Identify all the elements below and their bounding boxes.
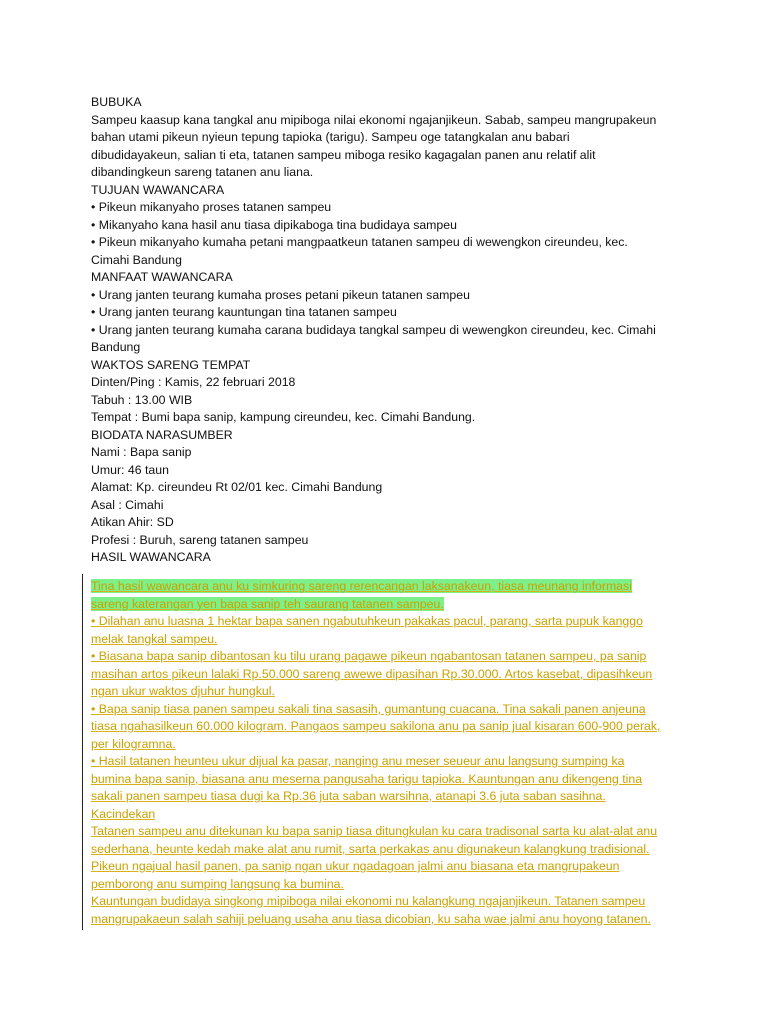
edited-line: • Hasil tatanen heunteu ukur dijual ka pasar, nanging anu meser seueur anu langsung sumping ka — [91, 754, 625, 768]
text-line: Alamat: Kp. cireundeu Rt 02/01 kec. Cimahi Bandung — [91, 480, 383, 494]
edited-line: ngan ukur waktos djuhur hungkul. — [91, 684, 275, 698]
edited-line: Kacindekan — [91, 806, 156, 821]
text-line: Cimahi Bandung — [91, 252, 182, 267]
edited-line: per kilogramna. — [91, 736, 176, 751]
text-line: • Urang janten teurang kauntungan tina tatanen sampeu — [91, 305, 397, 319]
text-line: Tempat : Bumi bapa sanip, kampung cireundeu, kec. Cimahi Bandung. — [91, 410, 476, 424]
text-line: BUBUKA — [91, 95, 142, 109]
text-line: WAKTOS SARENG TEMPAT — [91, 357, 251, 372]
text-line: Bandung — [91, 340, 141, 354]
text-line: • Pikeun mikanyaho kumaha petani mangpaatkeun tatanen sampeu di wewengkon cireundeu, kec. — [91, 235, 628, 249]
text-line: Profesi : Buruh, sareng tatanen sampeu — [91, 532, 309, 547]
edited-line: • Dilahan anu luasna 1 hektar bapa sanen ngabutuhkeun pakakas pacul, parang, sarta pupuk kanggo — [91, 614, 643, 628]
text-line: • Pikeun mikanyaho proses tatanen sampeu — [91, 200, 332, 214]
text-line: • Urang janten teurang kumaha proses petani pikeun tatanen sampeu — [91, 287, 470, 302]
edited-line: sederhana, heunte kedah make alat anu rumit, sarta perkakas anu digunakeun kalangkung tradisional. — [91, 841, 650, 856]
text-line: Umur: 46 taun — [91, 462, 169, 477]
text-line: Sampeu kaasup kana tangkal anu mipiboga nilai ekonomi ngajanjikeun. Sabab, sampeu mangrupakeun — [91, 112, 657, 127]
text-line: dibandingkeun sareng tatanen anu liana. — [91, 165, 314, 179]
edited-line: tiasa ngahasilkeun 60.000 kilogram. Pangaos sampeu sakilona anu pa sanip jual kisaran 600-900 perak, — [91, 719, 661, 733]
edited-line: melak tangkal sampeu. — [91, 631, 218, 646]
text-line: • Mikanyaho kana hasil anu tiasa dipikaboga tina budidaya sampeu — [91, 217, 457, 232]
edited-line: sakali panen sampeu tiasa dugi ka Rp.36 juta saban warsihna, atanapi 3.6 juta saban sasihna. — [91, 789, 606, 803]
text-line: dibudidayakeun, salian ti eta, tatanen sampeu miboga resiko kagagalan panen anu relatif alit — [91, 147, 596, 162]
text-line: Tabuh : 13.00 WIB — [91, 392, 193, 407]
highlight-span: Tina hasil wawancara anu ku simkuring sareng rerencangan laksanakeun, tiasa meunang informasi — [91, 579, 632, 593]
text-line: Atikan Ahir: SD — [91, 515, 174, 529]
highlight-span: sareng katerangan yen bapa sanip teh saurang tatanen sampeu. — [91, 596, 444, 611]
text-line: bahan utami pikeun nyieun tepung tapioka (tarigu). Sampeu oge tatangkalan anu babari — [91, 130, 570, 144]
text-line: Dinten/Ping : Kamis, 22 februari 2018 — [91, 375, 296, 389]
text-line: Asal : Cimahi — [91, 497, 164, 512]
highlighted-line — [91, 578, 632, 596]
edited-line: • Bapa sanip tiasa panen sampeu sakali tina sasasih, gumantung cuacana. Tina sakali panen anjeuna — [91, 701, 646, 716]
text-line: TUJUAN WAWANCARA — [91, 182, 225, 197]
edited-line: masihan artos pikeun lalaki Rp.50.000 sareng awewe dipasihan Rp.30.000. Artos kasebat, dipasihkeun — [91, 666, 653, 681]
revision-bar — [82, 574, 83, 930]
edited-line: mangrupakaeun salah sahiji peluang usaha anu tiasa dicobian, ku saha wae jalmi anu hoyong tatanen. — [91, 911, 651, 926]
edited-line: Tatanen sampeu anu ditekunan ku bapa sanip tiasa ditungkulan ku cara tradisonal sarta ku alat-alat anu — [91, 824, 658, 838]
edited-line: Kauntungan budidaya singkong mipiboga nilai ekonomi nu kalangkung ngajanjikeun. Tatanen sampeu — [91, 894, 646, 908]
text-line: HASIL WAWANCARA — [91, 550, 211, 564]
highlighted-line — [91, 596, 444, 614]
edited-line: Pikeun ngajual hasil panen, pa sanip ngan ukur ngadagoan jalmi anu biasana eta mangrupakeun — [91, 859, 620, 873]
text-line: MANFAAT WAWANCARA — [91, 270, 233, 284]
text-line: BIODATA NARASUMBER — [91, 427, 233, 442]
text-line: • Urang janten teurang kumaha carana budidaya tangkal sampeu di wewengkon cireundeu, kec. Cimahi — [91, 322, 656, 337]
edited-line: bumina bapa sanip, biasana anu meserna pangusaha tarigu tapioka. Kauntungan anu dikengeng tina — [91, 771, 643, 786]
text-line: Nami : Bapa sanip — [91, 445, 192, 459]
edited-line: pemborong anu sumping langsung ka bumina. — [91, 876, 344, 891]
edited-line: • Biasana bapa sanip dibantosan ku tilu urang pagawe pikeun ngabantosan tatanen sampeu, pa sanip — [91, 649, 647, 663]
